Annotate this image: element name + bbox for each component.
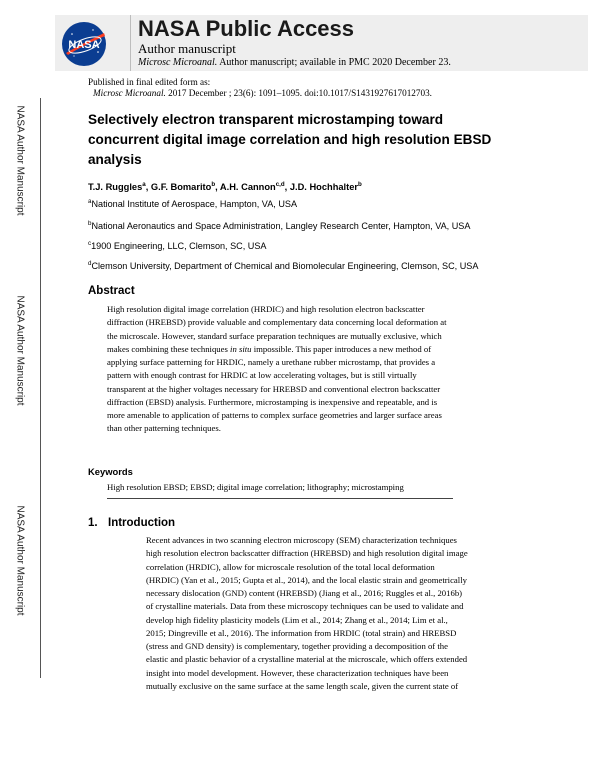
author-list: T.J. Ruggles$^a$, G.F. Bomarito$^b$, A.H. Cannon$^{c,d}$, J.D. Hochhalter$^b$: [88, 180, 362, 192]
citation-details: 2017 December ; 23(6): 1091–1095. doi:10.1017/S1431927617012703.: [165, 88, 432, 98]
abstract-line: diffraction (HREBSD) provide valuable and complementary data concerning local deformation at: [107, 317, 447, 328]
paper-title: [88, 110, 558, 170]
author-name: A.H. Cannon: [219, 182, 276, 192]
abstract-line: diffraction (EBSD) analysis. Furthermore, microstamping is inexpensive and repeatable, and is: [107, 396, 438, 407]
introduction-line: develop high fidelity plasticity models (Lim et al., 2014; Zhang et al., 2014; Lim et al.,: [146, 614, 448, 625]
abstract-line: makes combining these techniques in situ impossible. This paper introduces a new method of: [107, 343, 432, 354]
abstract-line: than other patterning techniques.: [107, 423, 221, 434]
author-name: T.J. Ruggles: [88, 182, 143, 192]
header-journal-line: [138, 57, 451, 69]
header-title: NASA Public Access: [138, 16, 355, 41]
introduction-line: (HRDIC) (Yan et al., 2015; Gupta et al., 2014), and the local elastic strain and geometrically: [146, 574, 467, 585]
introduction-body: [146, 534, 468, 693]
affiliation: $^d$Clemson University, Department of Chemical and Biomolecular Engineering, Clemson, SC, USA: [88, 259, 479, 271]
author-affiliation-mark: b: [358, 180, 362, 188]
publication-citation: [93, 88, 432, 99]
title-line: Selectively electron transparent microstamping toward: [88, 112, 444, 127]
nasa-logo-icon: [60, 20, 108, 68]
abstract-line: transparent at the higher voltages necessary for HREBSD and conventional electron backscatter: [107, 383, 441, 394]
keywords-list: High resolution EBSD; EBSD; digital image correlation; lithography; microstamping: [107, 482, 404, 492]
introduction-line: correlation (HRDIC), allow for microscale resolution of the total local deformation: [146, 561, 435, 572]
introduction-line: high resolution electron backscatter diffraction (HREBSD) and high resolution digital image: [146, 548, 468, 559]
author-affiliation-mark: b: [211, 180, 216, 188]
introduction-line: (stress and GND density) is complementary, together providing a decomposition of the: [146, 641, 448, 651]
author-name: J.D. Hochhalter: [289, 182, 359, 192]
published-label: Published in final edited form as:: [88, 77, 211, 87]
title-line: analysis: [88, 152, 142, 167]
affiliation: $^b$National Aeronautics and Space Administration, Langley Research Center, Hampton, VA, USA: [88, 219, 471, 231]
side-label-2: NASA Author Manuscript: [14, 294, 26, 406]
side-label-3: NASA Author Manuscript: [14, 504, 26, 616]
abstract-heading: Abstract: [88, 285, 135, 297]
header-subtitle: Author manuscript: [138, 41, 236, 56]
abstract-line: pattern with enough contrast for HRDIC at low accelerating voltages, but is still virtually: [107, 370, 417, 381]
citation-journal: Microsc Microanal.: [93, 88, 166, 98]
affiliation: $^a$National Institute of Aerospace, Hampton, VA, USA: [88, 197, 298, 209]
introduction-line: insight into model development. However, these characterization techniques have been: [146, 667, 449, 678]
margin-rule: [40, 98, 41, 678]
introduction-line: of crystalline materials. Data from these microscopy techniques can be used to validate and: [146, 601, 464, 612]
affiliation: $^c$1900 Engineering, LLC, Clemson, SC, USA: [88, 239, 267, 251]
abstract-line: more amenable to application of patterns to complex surface geometries and larger surface areas: [107, 410, 442, 420]
introduction-line: 2015; Dingreville et al., 2016). The information from HRDIC (total strain) and HREBSD: [146, 627, 457, 638]
keywords-divider: [107, 498, 453, 499]
section-number: 1.: [88, 517, 98, 529]
author-affiliation-mark: c,d: [275, 180, 285, 188]
introduction-heading: [88, 516, 175, 530]
introduction-line: mutually exclusive on the same surface at the same length scale, given the current state of: [146, 680, 459, 691]
introduction-line: necessary dislocation (GND) content (HREBSD) (Jiang et al., 2016; Ruggles et al., 2016b): [146, 588, 463, 598]
logo-text: NASA: [68, 39, 100, 51]
abstract-line: applying surface patterning for HRDIC, namely a urethane rubber microstamp, that provides a: [107, 357, 436, 367]
header-divider: [130, 15, 131, 71]
introduction-line: Recent advances in two scanning electron microscopy (SEM) characterization techniques: [146, 535, 457, 545]
introduction-line: elastic and plastic behavior of a crystalline material at the microscale, which offers extended: [146, 654, 468, 665]
abstract-body: [107, 303, 447, 436]
header-journal-availability: Author manuscript; available in PMC 2020 December 23.: [217, 57, 451, 68]
title-line: concurrent digital image correlation and high resolution EBSD: [88, 132, 492, 147]
section-title: Introduction: [108, 517, 176, 529]
header-journal-name: Microsc Microanal.: [138, 57, 218, 68]
author-affiliation-mark: a: [142, 180, 146, 188]
author-name: G.F. Bomarito: [150, 182, 212, 192]
keywords-heading: Keywords: [88, 466, 133, 477]
side-label-1: NASA Author Manuscript: [14, 104, 26, 216]
abstract-line: the microscale. However, standard surface preparation techniques are mutually exclusive, which: [107, 330, 442, 341]
abstract-line: High resolution digital image correlation (HRDIC) and high resolution electron backscatter: [107, 304, 425, 314]
